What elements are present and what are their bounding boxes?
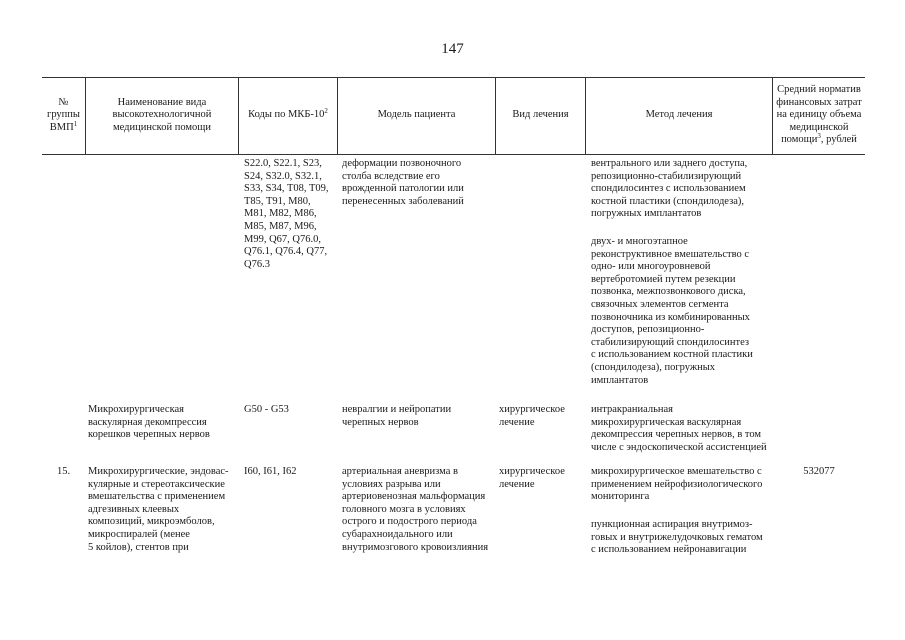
row1-patient-model: деформации позвоночного столба вследствие его врожденной патологии или перенесенных заболеваний (342, 158, 464, 207)
header-treatment-type: Вид лечения (512, 109, 569, 121)
row2-patient-model: невралгии и нейропатии черепных нервов (342, 404, 452, 428)
header-patient-model: Модель пациента (377, 109, 456, 121)
row2-treatment-type: хирургическое лечение (499, 404, 565, 428)
row3-patient-model: артериальная аневризма в условиях разрыва или артериовенозная мальформация головного мозга в условиях острого и подострого периода субарахноидального или внутримозгового кровоизлияния (342, 466, 489, 553)
row3-treatment-type: хирургическое лечение (499, 466, 565, 490)
row3-care-type-name: Микрохирургические, эндовас- кулярные и стереотаксические вмешательства с применением адгезивных клеевых композиций, микроэмболов, микроспиралей (менее 5 койлов), стентов при (88, 466, 229, 553)
row3-group-number: 15. (57, 466, 71, 477)
header-icd-codes: Коды по МКБ-$10^2$ (248, 107, 328, 121)
row1-codes: S22.0, S22.1, S23, S24, S32.0, S32.1, S33, S34, T08, T09, T85, T91, M80, M81, M82, M86, M85, M87, M96, M99, Q67, Q76.0, Q76.1, Q76.4, Q77, Q76.3 (244, 158, 329, 270)
header-group-number: № группы ВМП$^1$ (47, 96, 80, 133)
row1-method-2: двух- и многоэтапное реконструктивное вмешательство с одно- или многоуровневой вертебротомией путем резекции позвонка, межпозвонкового диска, связочных элементов сегмента позвоночника из комбинированных доступов, репозиционно- стабилизирующий спондилосинтез с использованием костной пластики (спондилодеза), погружных имплантатов (591, 236, 753, 386)
table-header-bottom-border (42, 154, 865, 155)
header-care-type-name: Наименование вида высокотехнологичной медицинской помощи (112, 96, 212, 133)
row3-method-2: пункционная аспирация внутримоз- говых и внутрижелудочковых гематом с использованием нейронавигации (591, 519, 763, 556)
header-cost-standard: Средний норматив финансовых затрат на единицу объема медицинской помощи$^3$, рублей (776, 84, 862, 146)
row3-codes: I60, I61, I62 (244, 466, 297, 477)
header-treatment-method: Метод лечения (645, 109, 713, 121)
row3-method-1: микрохирургическое вмешательство с применением нейрофизиологического мониторинга (591, 466, 763, 503)
row1-method-1: вентрального или заднего доступа, репозиционно-стабилизирующий спондилосинтез с использованием костной пластики (спондилодеза), погружных имплантатов (591, 158, 748, 220)
row3-cost: 532077 (803, 466, 835, 477)
row2-care-type-name: Микрохирургическая васкулярная декомпрессия корешков черепных нервов (88, 404, 210, 441)
row2-codes: G50 - G53 (244, 404, 289, 415)
page-number: 147 (441, 41, 464, 57)
row2-method-1: интракраниальная микрохирургическая васкулярная декомпрессия черепных нервов, в том числе с эндоскопической ассистенцией (591, 404, 767, 453)
